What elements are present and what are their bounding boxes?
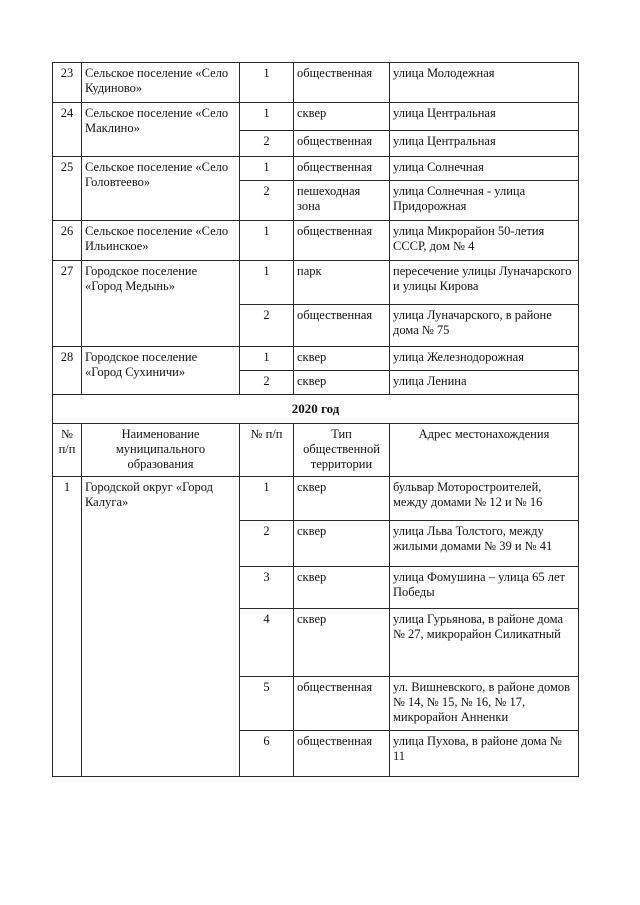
item-number: 2: [240, 305, 294, 347]
row-number: 25: [53, 157, 82, 221]
territory-address: бульвар Моторостроителей, между домами № 12 и № 16: [390, 477, 579, 521]
territory-address: улица Ленина: [390, 371, 579, 395]
municipality-name: Городское поселение «Город Сухиничи»: [82, 347, 240, 395]
territory-type: общественная: [294, 677, 390, 731]
table-row: [53, 477, 579, 521]
municipality-name: Сельское поселение «Село Ильинское»: [82, 221, 240, 261]
territory-address: улица Железнодорожная: [390, 347, 579, 371]
document-page: [52, 62, 578, 777]
territory-type: общественная: [294, 131, 390, 157]
municipality-name: Сельское поселение «Село Головтеево»: [82, 157, 240, 221]
territory-type: общественная: [294, 305, 390, 347]
territory-type: сквер: [294, 477, 390, 521]
item-number: 1: [240, 221, 294, 261]
territory-type: общественная: [294, 63, 390, 103]
header-item-number: № п/п: [240, 424, 294, 477]
territory-address: улица Пухова, в районе дома № 11: [390, 731, 579, 777]
municipality-name: Городское поселение «Город Медынь»: [82, 261, 240, 347]
municipality-name: Сельское поселение «Село Маклино»: [82, 103, 240, 157]
territory-type: пешеходная зона: [294, 181, 390, 221]
territory-address: улица Центральная: [390, 103, 579, 131]
table-row: [53, 221, 579, 261]
header-number: № п/п: [53, 424, 82, 477]
item-number: 1: [240, 63, 294, 103]
territory-address: улица Гурьянова, в районе дома № 27, микрорайон Силикатный: [390, 609, 579, 677]
item-number: 1: [240, 157, 294, 181]
item-number: 1: [240, 477, 294, 521]
territory-type: сквер: [294, 371, 390, 395]
row-number: 23: [53, 63, 82, 103]
item-number: 4: [240, 609, 294, 677]
territory-address: улица Молодежная: [390, 63, 579, 103]
territory-type: сквер: [294, 521, 390, 567]
territory-address: улица Солнечная - улица Придорожная: [390, 181, 579, 221]
header-municipality: Наименование муниципального образования: [82, 424, 240, 477]
item-number: 2: [240, 181, 294, 221]
territory-address: пересечение улицы Луначарского и улицы Кирова: [390, 261, 579, 305]
table-body-top: [53, 63, 579, 395]
table-body-bottom: [53, 477, 579, 777]
territory-type: сквер: [294, 609, 390, 677]
item-number: 2: [240, 371, 294, 395]
territory-address: улица Фомушина – улица 65 лет Победы: [390, 567, 579, 609]
header-address: Адрес местонахождения: [390, 424, 579, 477]
territory-address: ул. Вишневского, в районе домов № 14, № 15, № 16, № 17, микрорайон Анненки: [390, 677, 579, 731]
territory-type: общественная: [294, 731, 390, 777]
item-number: 1: [240, 347, 294, 371]
item-number: 6: [240, 731, 294, 777]
table-row: [53, 63, 579, 103]
table-header-row: [53, 424, 579, 477]
row-number: 26: [53, 221, 82, 261]
item-number: 1: [240, 103, 294, 131]
row-number: 24: [53, 103, 82, 157]
item-number: 2: [240, 521, 294, 567]
year-row: [53, 395, 579, 424]
municipality-name: Сельское поселение «Село Кудиново»: [82, 63, 240, 103]
municipality-name: Городской округ «Город Калуга»: [82, 477, 240, 777]
item-number: 5: [240, 677, 294, 731]
table-row: [53, 261, 579, 305]
territory-type: общественная: [294, 221, 390, 261]
row-number: 1: [53, 477, 82, 777]
territory-type: общественная: [294, 157, 390, 181]
row-number: 28: [53, 347, 82, 395]
item-number: 1: [240, 261, 294, 305]
territory-address: улица Центральная: [390, 131, 579, 157]
table-row: [53, 347, 579, 371]
territory-type: сквер: [294, 347, 390, 371]
public-areas-table: [52, 62, 579, 777]
item-number: 2: [240, 131, 294, 157]
table-row: [53, 103, 579, 131]
territory-address: улица Микрорайон 50-летия СССР, дом № 4: [390, 221, 579, 261]
year-section: [53, 395, 579, 477]
year-heading: 2020 год: [53, 395, 579, 424]
row-number: 27: [53, 261, 82, 347]
territory-type: сквер: [294, 567, 390, 609]
header-type: Тип общественной территории: [294, 424, 390, 477]
territory-address: улица Солнечная: [390, 157, 579, 181]
item-number: 3: [240, 567, 294, 609]
territory-type: парк: [294, 261, 390, 305]
territory-address: улица Луначарского, в районе дома № 75: [390, 305, 579, 347]
territory-type: сквер: [294, 103, 390, 131]
table-row: [53, 157, 579, 181]
territory-address: улица Льва Толстого, между жилыми домами № 39 и № 41: [390, 521, 579, 567]
